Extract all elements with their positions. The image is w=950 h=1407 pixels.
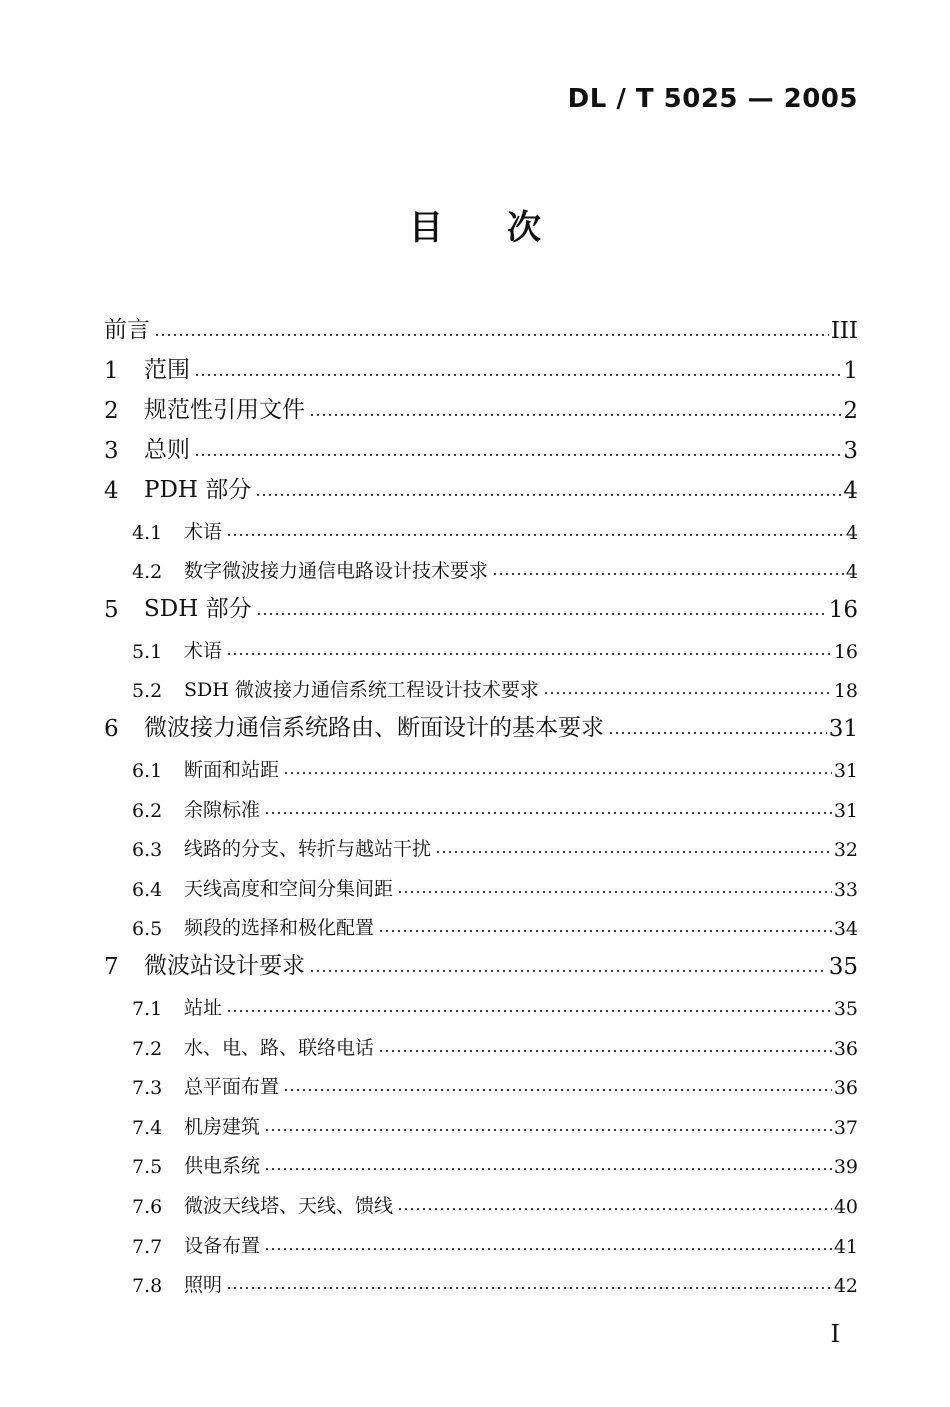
- toc-entry-page: 4: [845, 561, 858, 584]
- toc-entry[interactable]: [104, 464, 858, 504]
- toc-entry-number: 7.1: [132, 997, 163, 1020]
- toc-entry-page: 4: [845, 521, 858, 544]
- toc-entry-label: 供电系统: [184, 1155, 261, 1178]
- toc-leader-dots: [194, 373, 841, 377]
- toc-entry[interactable]: [104, 901, 858, 941]
- toc-entry-page: 16: [833, 640, 858, 663]
- toc-entry[interactable]: [104, 583, 858, 623]
- toc-entry-label: 水、电、路、联络电话: [184, 1036, 375, 1059]
- toc-entry[interactable]: [104, 1178, 858, 1218]
- toc-leader-dots: [309, 969, 827, 973]
- toc-entry-label: 天线高度和空间分集间距: [184, 877, 394, 900]
- toc-entry-label: 余隙标准: [184, 798, 261, 821]
- toc-entry[interactable]: [104, 940, 858, 980]
- toc-entry[interactable]: [104, 663, 858, 703]
- toc-entry-label: 术语: [184, 639, 223, 662]
- toc-entry[interactable]: [104, 980, 858, 1020]
- toc-leader-dots: [397, 890, 832, 894]
- toc-title-char-1: 目: [409, 208, 443, 248]
- toc-leader-dots: [378, 929, 832, 933]
- toc-leader-dots: [435, 850, 832, 854]
- toc-entry-number: 7.4: [132, 1116, 163, 1139]
- toc-entry-label: 站址: [184, 996, 223, 1019]
- toc-entry[interactable]: [104, 742, 858, 782]
- toc-entry-page: 31: [833, 759, 858, 782]
- toc-entry-number: 6.3: [132, 839, 163, 862]
- toc-entry-label: 机房建筑: [184, 1115, 261, 1138]
- toc-entry-label: 数字微波接力通信电路设计技术要求: [184, 560, 489, 583]
- toc-entry-page: 36: [833, 1077, 858, 1100]
- toc-entry-page: 2: [843, 398, 858, 424]
- toc-leader-dots: [154, 333, 829, 337]
- toc-entry-page: 4: [843, 478, 858, 504]
- toc-title-char-2: 次: [507, 208, 541, 248]
- toc-entry-number: 4.1: [132, 521, 163, 544]
- toc-entry-page: 37: [833, 1116, 858, 1139]
- toc-leader-dots: [283, 1088, 832, 1092]
- toc-entry-number: 6: [104, 716, 119, 743]
- toc-leader-dots: [194, 453, 841, 457]
- toc-entry-page: 16: [828, 597, 858, 624]
- toc-leader-dots: [283, 771, 832, 775]
- standard-code: DL / T 5025 — 2005: [567, 84, 858, 114]
- toc-entry-number: 5: [104, 597, 119, 624]
- toc-title: [0, 200, 950, 249]
- toc-entry[interactable]: [104, 384, 858, 424]
- toc-entry-page: 35: [833, 997, 858, 1020]
- toc-entry-number: 7: [104, 954, 119, 981]
- toc-entry-label: SDH 微波接力通信系统工程设计技术要求: [184, 679, 539, 702]
- toc-leader-dots: [264, 811, 832, 815]
- toc-entry[interactable]: [104, 623, 858, 663]
- toc-leader-dots: [309, 413, 841, 417]
- toc-entry-label: 总平面布置: [184, 1076, 280, 1099]
- toc-entry-page: 1: [843, 358, 858, 384]
- toc-leader-dots: [226, 1009, 832, 1013]
- toc-entry[interactable]: [104, 424, 858, 464]
- toc-entry-label: 规范性引用文件: [144, 397, 305, 423]
- toc-entry-page: 41: [833, 1235, 858, 1258]
- toc-entry-page: 33: [833, 878, 858, 901]
- toc-entry[interactable]: [104, 544, 858, 584]
- toc-leader-dots: [378, 1049, 832, 1053]
- toc-entry-page: 31: [828, 716, 858, 743]
- toc-entry-page: 34: [833, 918, 858, 941]
- toc-entry[interactable]: [104, 1139, 858, 1179]
- toc-entry-label: 范围: [144, 357, 190, 383]
- toc-leader-dots: [397, 1207, 832, 1211]
- toc-entry-number: 6.5: [132, 918, 163, 941]
- toc-entry-number: 4.2: [132, 561, 163, 584]
- page-folio: I: [830, 1320, 840, 1348]
- toc-entry-number: 6.1: [132, 759, 163, 782]
- toc-leader-dots: [226, 533, 844, 537]
- toc-entry-label: 照明: [184, 1274, 223, 1297]
- toc-entry-number: 7.6: [132, 1195, 163, 1218]
- toc-entry-label: 频段的选择和极化配置: [184, 917, 375, 940]
- toc-entry[interactable]: [104, 822, 858, 862]
- toc-leader-dots: [256, 612, 827, 616]
- toc-entry[interactable]: [104, 782, 858, 822]
- toc-entry-page: III: [830, 318, 858, 344]
- toc-entry-number: 7.2: [132, 1037, 163, 1060]
- toc-entry-number: 6.4: [132, 878, 163, 901]
- toc-leader-dots: [543, 691, 832, 695]
- toc-entry-number: 2: [104, 398, 119, 424]
- toc-entry-page: 3: [843, 438, 858, 464]
- toc-entry-label: 总则: [144, 437, 190, 463]
- toc-entry[interactable]: [104, 1020, 858, 1060]
- toc-entry-page: 32: [833, 839, 858, 862]
- toc-entry-page: 35: [828, 954, 858, 981]
- toc-entry-number: 6.2: [132, 799, 163, 822]
- toc-leader-dots: [608, 731, 827, 735]
- toc-entry-number: 5.2: [132, 680, 163, 703]
- toc-entry[interactable]: [104, 1060, 858, 1100]
- toc-entry-page: 18: [833, 680, 858, 703]
- toc-entry-number: 1: [104, 358, 119, 384]
- toc-entry-label: 设备布置: [184, 1234, 261, 1257]
- toc-entry-number: 7.3: [132, 1077, 163, 1100]
- toc-entry-label: 前言: [104, 317, 150, 343]
- toc-leader-dots: [264, 1128, 832, 1132]
- toc-entry-number: 7.7: [132, 1235, 163, 1258]
- table-of-contents: [104, 304, 858, 1297]
- toc-entry-number: 4: [104, 478, 119, 504]
- toc-entry-page: 36: [833, 1037, 858, 1060]
- toc-entry[interactable]: [104, 1099, 858, 1139]
- toc-leader-dots: [226, 652, 832, 656]
- toc-entry-label: 线路的分支、转折与越站干扰: [184, 838, 432, 861]
- toc-leader-dots: [264, 1247, 832, 1251]
- toc-entry-page: 39: [833, 1156, 858, 1179]
- toc-entry[interactable]: [104, 1258, 858, 1298]
- toc-leader-dots: [255, 493, 841, 497]
- toc-entry[interactable]: [104, 504, 858, 544]
- toc-entry-number: 7.8: [132, 1275, 163, 1298]
- toc-leader-dots: [264, 1167, 832, 1171]
- toc-entry[interactable]: [104, 304, 858, 344]
- toc-entry[interactable]: [104, 702, 858, 742]
- toc-entry[interactable]: [104, 861, 858, 901]
- toc-entry-label: 微波天线塔、天线、馈线: [184, 1194, 394, 1217]
- toc-entry[interactable]: [104, 1218, 858, 1258]
- toc-entry-number: 5.1: [132, 640, 163, 663]
- toc-leader-dots: [492, 572, 844, 576]
- toc-entry-page: 31: [833, 799, 858, 822]
- toc-entry-number: 3: [104, 438, 119, 464]
- toc-entry-label: SDH 部分: [144, 596, 252, 623]
- toc-leader-dots: [226, 1286, 832, 1290]
- toc-entry-label: 微波站设计要求: [144, 953, 305, 980]
- toc-entry-page: 42: [833, 1275, 858, 1298]
- toc-entry-label: 断面和站距: [184, 758, 280, 781]
- toc-entry-label: PDH 部分: [144, 477, 252, 503]
- toc-entry-label: 术语: [184, 520, 223, 543]
- toc-entry[interactable]: [104, 344, 858, 384]
- toc-entry-page: 40: [833, 1195, 858, 1218]
- toc-entry-label: 微波接力通信系统路由、断面设计的基本要求: [144, 715, 604, 742]
- toc-entry-number: 7.5: [132, 1156, 163, 1179]
